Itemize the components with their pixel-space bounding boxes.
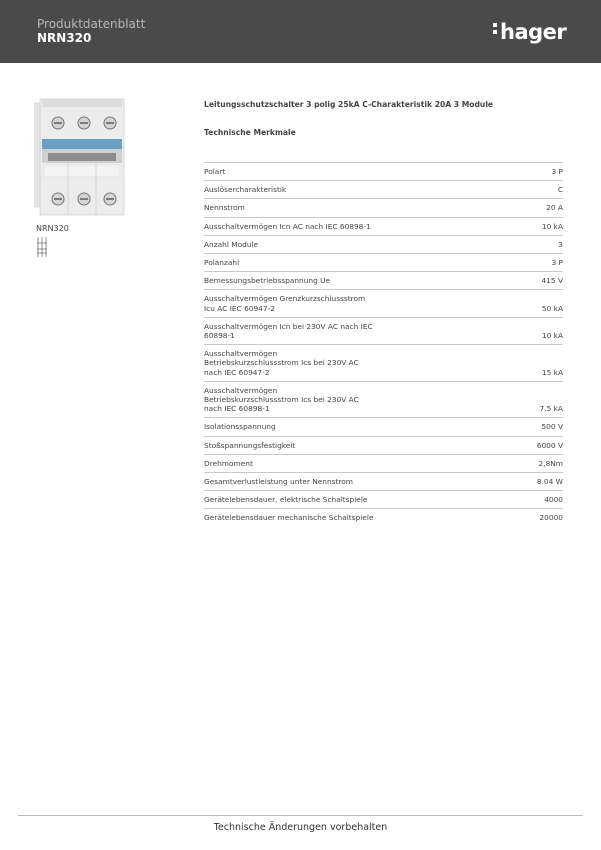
spec-label: Auslösercharakteristik [204, 181, 384, 199]
spec-table [204, 162, 563, 527]
spec-label: Gerätelebensdauer mechanische Schaltspiele [204, 509, 384, 527]
spec-row [204, 272, 563, 290]
spec-label: Drehmoment [204, 454, 384, 472]
spec-row [204, 199, 563, 217]
spec-value: 3 [384, 235, 563, 253]
spec-value: 2,8Nm [384, 454, 563, 472]
spec-label: Bemessungsbetriebsspannung Ue [204, 272, 384, 290]
spec-value: 415 V [384, 272, 563, 290]
spec-label: Polart [204, 163, 384, 181]
spec-value: 6000 V [384, 436, 563, 454]
spec-label: Gesamtverlustleistung unter Nennstrom [204, 473, 384, 491]
spec-row [204, 235, 563, 253]
spec-value: 3 P [384, 254, 563, 272]
spec-label: Ausschaltvermögen Betriebskurzschlussstrom Ics bei 230V AC nach IEC 60947-2 [204, 345, 384, 382]
wiring-diagram-icon [36, 236, 50, 258]
image-caption-code: NRN320 [36, 224, 69, 233]
logo-dots-icon [493, 20, 499, 38]
spec-label: Ausschaltvermögen Betriebskurzschlussstrom Ics bei 230V AC nach IEC 60898-1 [204, 381, 384, 418]
spec-value: 3 P [384, 163, 563, 181]
spec-label: Ausschaltvermögen Icn AC nach IEC 60898-1 [204, 217, 384, 235]
spec-value: 20 A [384, 199, 563, 217]
document-type: Produktdatenblatt [37, 17, 146, 31]
spec-label: Nennstrom [204, 199, 384, 217]
spec-label: Anzahl Module [204, 235, 384, 253]
spec-value: 4000 [384, 491, 563, 509]
product-title: Leitungsschutzschalter 3 polig 25kA C-Charakteristik 20A 3 Module [204, 100, 494, 109]
footer-divider [18, 815, 583, 816]
spec-value: 10 kA [384, 317, 563, 344]
spec-row [204, 217, 563, 235]
spec-value: 50 kA [384, 290, 563, 317]
spec-row [204, 381, 563, 418]
spec-label: Gerätelebensdauer, elektrische Schaltspiele [204, 491, 384, 509]
spec-value: 7.5 kA [384, 381, 563, 418]
spec-label: Stoßspannungsfestigkeit [204, 436, 384, 454]
spec-value: 20000 [384, 509, 563, 527]
spec-label: Isolationsspannung [204, 418, 384, 436]
spec-value: C [384, 181, 563, 199]
product-code-heading: NRN320 [37, 31, 92, 45]
spec-row [204, 509, 563, 527]
spec-row [204, 317, 563, 344]
spec-label: Ausschaltvermögen Grenzkurzschlussstrom Icu AC IEC 60947-2 [204, 290, 384, 317]
hager-logo [493, 20, 566, 44]
spec-value: 10 kA [384, 217, 563, 235]
circuit-breaker-image [34, 97, 126, 219]
spec-row [204, 418, 563, 436]
spec-row [204, 436, 563, 454]
spec-value: 8.04 W [384, 473, 563, 491]
spec-row [204, 473, 563, 491]
spec-row [204, 181, 563, 199]
spec-row [204, 345, 563, 382]
spec-value: 15 kA [384, 345, 563, 382]
spec-value: 500 V [384, 418, 563, 436]
spec-row [204, 254, 563, 272]
footer-note: Technische Änderungen vorbehalten [213, 822, 388, 833]
section-title: Technische Merkmale [204, 128, 296, 137]
spec-row [204, 163, 563, 181]
spec-row [204, 290, 563, 317]
spec-label: Ausschaltvermögen Icn bei 230V AC nach IEC 60898-1 [204, 317, 384, 344]
brand-name: hager [500, 20, 567, 44]
spec-row [204, 491, 563, 509]
spec-row [204, 454, 563, 472]
page-header [0, 0, 601, 63]
spec-label: Polanzahl [204, 254, 384, 272]
